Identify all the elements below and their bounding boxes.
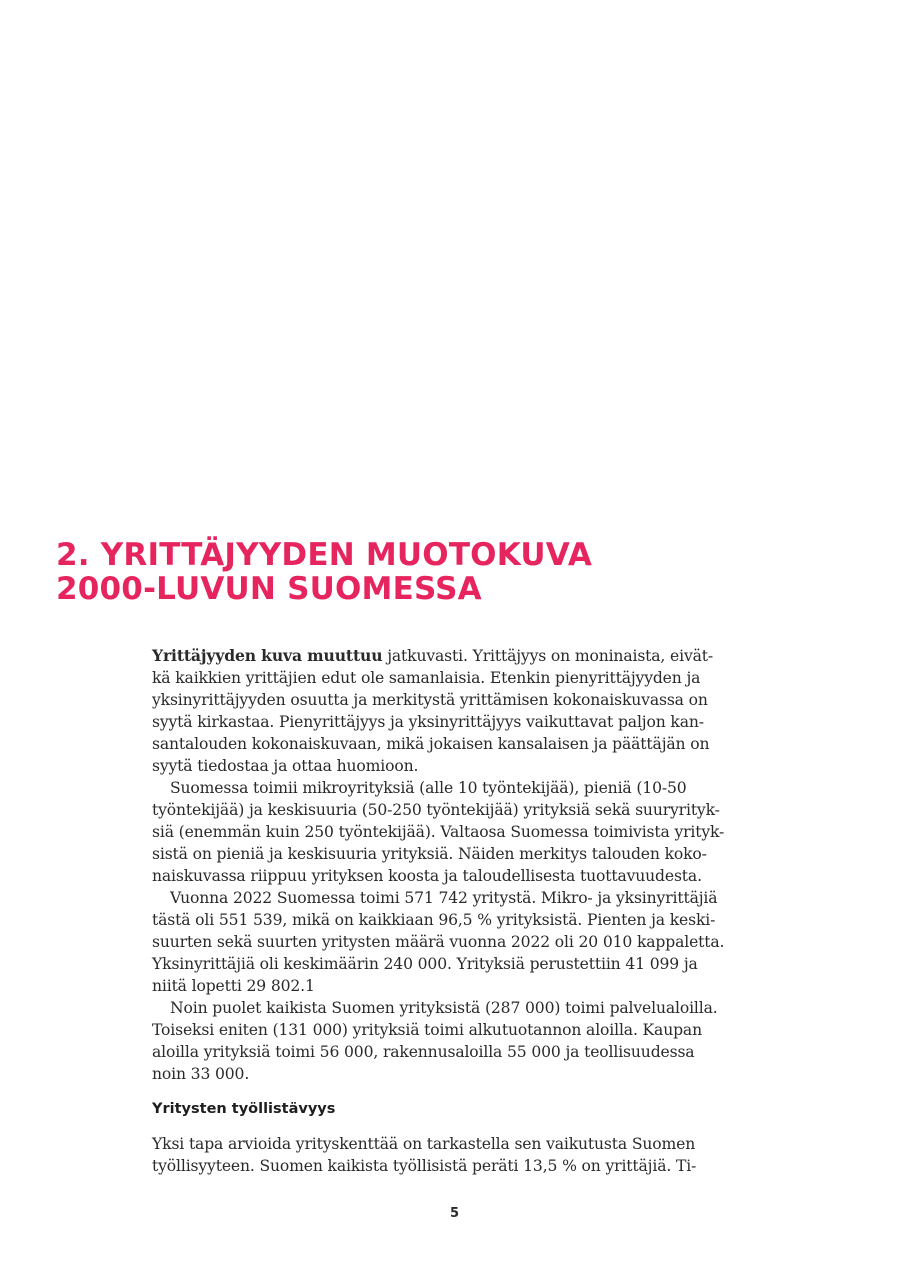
page-number: 5 [449,1206,460,1221]
text-line: Noin puolet kaikista Suomen yrityksistä (287 000) toimi palvelualoilla. [170,999,718,1017]
text-line: Suomessa toimii mikroyrityksiä (alle 10 työntekijää), pieniä (10-50 [170,779,687,797]
paragraph-5 [152,1133,762,1177]
body-text [152,645,762,1177]
text-line: niitä lopetti 29 802.1 [152,977,315,995]
paragraph-3 [152,887,762,997]
text-line: työllisyyteen. Suomen kaikista työllisistä peräti 13,5 % on yrittäjiä. Ti- [152,1157,697,1175]
text-line: syytä tiedostaa ja ottaa huomioon. [152,757,419,775]
paragraph-1 [152,645,762,777]
text-line: sistä on pieniä ja keskisuuria yrityksiä. Näiden merkitys talouden koko- [152,845,707,863]
text-line: syytä kirkastaa. Pienyrittäjyys ja yksinyrittäjyys vaikuttavat paljon kan- [152,713,704,731]
text-line: noin 33 000. [152,1065,250,1083]
text-line: työntekijää) ja keskisuuria (50-250 työntekijää) yrityksiä sekä suuryrityk- [152,801,720,819]
text-line: Yksinyrittäjiä oli keskimäärin 240 000. Yrityksiä perustettiin 41 099 ja [152,955,698,973]
lead-rest: jatkuvasti. Yrittäjyys on moninaista, eivät- [382,647,714,665]
text-line: tästä oli 551 539, mikä on kaikkiaan 96,5 % yrityksistä. Pienten ja keski- [152,911,716,929]
text-line: yksinyrittäjyyden osuutta ja merkitystä yrittämisen kokonaiskuvassa on [152,691,708,709]
text-line: Yksi tapa arvioida yrityskenttää on tarkastella sen vaikutusta Suomen [152,1135,696,1153]
text-line: siä (enemmän kuin 250 työntekijää). Valtaosa Suomessa toimivista yrityk- [152,823,725,841]
text-line: naiskuvassa riippuu yrityksen koosta ja taloudellisesta tuottavuudesta. [152,867,702,885]
text-line: santalouden kokonaiskuvaan, mikä jokaisen kansalaisen ja päättäjän on [152,735,710,753]
chapter-title-line-1: 2. YRITTÄJYYDEN MUOTOKUVA [56,537,593,573]
lead-bold-phrase: Yrittäjyyden kuva muuttuu [152,646,383,665]
chapter-title [56,538,876,606]
paragraph-4 [152,997,762,1085]
text-line: kä kaikkien yrittäjien edut ole samanlaisia. Etenkin pienyrittäjyyden ja [152,669,701,687]
text-line: aloilla yrityksiä toimi 56 000, rakennusaloilla 55 000 ja teollisuudessa [152,1043,695,1061]
text-line: Vuonna 2022 Suomessa toimi 571 742 yritystä. Mikro- ja yksinyrittäjiä [170,889,718,907]
section-subheading: Yritysten työllistävyys [152,1101,336,1117]
paragraph-2 [152,777,762,887]
text-line: suurten sekä suurten yritysten määrä vuonna 2022 oli 20 010 kappaletta. [152,933,725,951]
chapter-title-line-2: 2000-LUVUN SUOMESSA [56,571,482,607]
text-line [152,645,762,667]
text-line: Toiseksi eniten (131 000) yrityksiä toimi alkutuotannon aloilla. Kaupan [152,1021,702,1039]
